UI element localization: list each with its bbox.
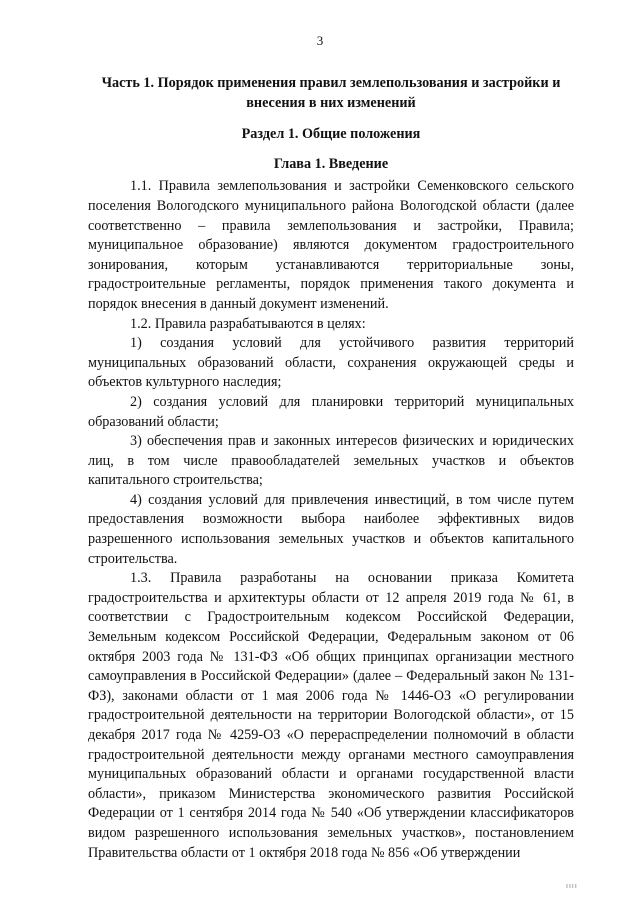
document-body [88,74,574,863]
list-item-4: 4) создания условий для привлечения инвестиций, в том числе путем предоставления возможности выбора наиболее эффективных видов разрешенного использования земельных участков и объектов капитального строительства. [88,491,574,567]
chapter-heading: Глава 1. Введение [273,155,389,172]
part-heading: Часть 1. Порядок применения правил землепользования и застройки и внесения в них изменений [101,75,561,111]
paragraph-1-2: 1.2. Правила разрабатываются в целях: [130,315,366,332]
list-item-1: 1) создания условий для устойчивого развития территорий муниципальных образований области, сохранения окружающей среды и объектов культурного наследия; [88,335,574,391]
list-item-2: 2) создания условий для планировки территорий муниципальных образований области; [88,393,574,430]
paragraphs [88,177,574,863]
list-item-3: 3) обеспечения прав и законных интересов физических и юридических лиц, в том числе правообладателей земельных участков и объектов капитального строительства; [88,433,574,489]
page-number: 3 [316,33,324,48]
section-heading: Раздел 1. Общие положения [241,126,421,143]
scan-mark: ıııı [566,882,578,890]
paragraph-1-1: 1.1. Правила землепользования и застройки Семенковского сельского поселения Вологодского муниципального района Вологодской области (далее соответственно – правила землепользования и застройки, Правила; муниципальное образование) являются документом градостроительного зонирования, которым устанавливаются территориальные зоны, градостроительные регламенты, порядок применения такого документа и порядок внесения в данный документ изменений. [88,178,574,312]
paragraph-1-3: 1.3. Правила разработаны на основании приказа Комитета градостроительства и архитектуры области от 12 апреля 2019 года № 61, в соответствии с Градостроительным кодексом Российской Федерации, Земельным кодексом Российской Федерации, Федеральным законом от 06 октября 2003 года № 131-ФЗ «Об общих принципах организации местного самоуправления в Российской Федерации» (далее – Федеральный закон № 131-ФЗ), законами области от 1 мая 2006 года № 1446-ОЗ «О регулировании градостроительной деятельности на территории Вологодской области», от 15 декабря 2017 года № 4259-ОЗ «О перераспределении полномочий в области градостроительной деятельности между органами местного самоуправления муниципальных образований области и органами государственной власти области», приказом Министерства экономического развития Российской Федерации от 1 сентября 2014 года № 540 «Об утверждении классификаторов видом разрешенного использования земельных участков», постановлением Правительства области от 1 октября 2018 года № 856 «Об утверждении [88,570,574,861]
